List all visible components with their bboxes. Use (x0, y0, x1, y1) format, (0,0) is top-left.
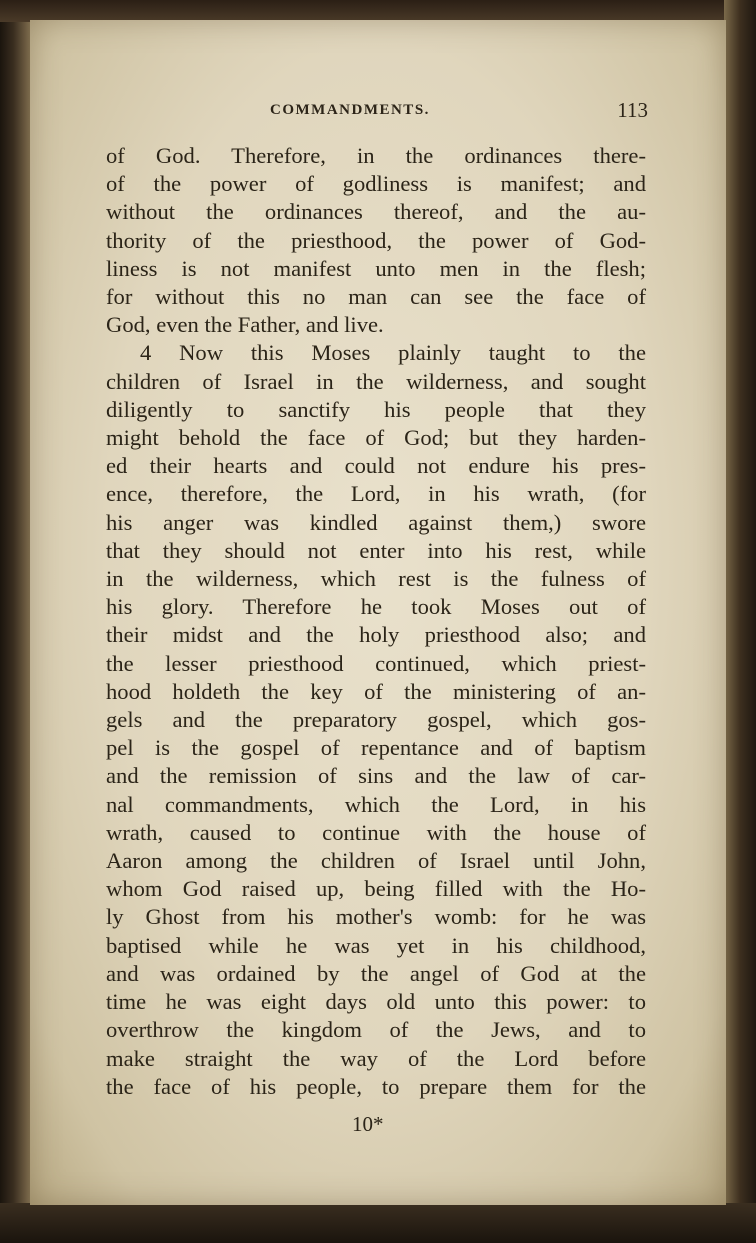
text-line: diligently to sanctify his people that they (106, 396, 646, 422)
text-line: make straight the way of the Lord before (106, 1045, 646, 1071)
text-line: whom God raised up, being filled with the Ho- (106, 876, 646, 902)
text-line: overthrow the kingdom of the Jews, and to (106, 1017, 646, 1043)
body-text (106, 142, 646, 1101)
text-line: and was ordained by the angel of God at the (106, 960, 646, 986)
text-line: his anger was kindled against them,) swore (106, 509, 646, 535)
text-line: time he was eight days old unto this power: to (106, 989, 646, 1015)
page-header (238, 100, 658, 124)
text-line: God, even the Father, and live. (106, 312, 384, 338)
top-edge (0, 0, 756, 22)
text-line: liness is not manifest unto men in the flesh; (106, 255, 646, 281)
signature-mark: 10* (352, 1112, 384, 1136)
text-line: wrath, caused to continue with the house of (106, 819, 646, 845)
text-line: and the remission of sins and the law of car- (106, 763, 646, 789)
text-line: in the wilderness, which rest is the fulness of (106, 566, 646, 592)
running-title: COMMANDMENTS. (270, 102, 430, 118)
text-line: pel is the gospel of repentance and of baptism (106, 735, 646, 761)
text-line: their midst and the holy priesthood also; and (106, 622, 646, 648)
text-line: the face of his people, to prepare them for the (106, 1073, 646, 1099)
page-number: 113 (617, 98, 648, 122)
text-line: hood holdeth the key of the ministering of an- (106, 678, 646, 704)
text-line: ly Ghost from his mother's womb: for he was (106, 904, 646, 930)
text-line: Aaron among the children of Israel until John, (106, 848, 646, 874)
text-line: for without this no man can see the face of (106, 284, 646, 310)
text-line: gels and the preparatory gospel, which gos- (106, 707, 646, 733)
bottom-edge (0, 1203, 756, 1243)
book-binding (0, 0, 34, 1243)
text-line: of God. Therefore, in the ordinances there- (106, 143, 646, 168)
text-line: nal commandments, which the Lord, in his (106, 791, 646, 817)
text-line: without the ordinances thereof, and the au- (106, 199, 646, 225)
text-line: baptised while he was yet in his childhood, (106, 932, 646, 958)
text-line: ence, therefore, the Lord, in his wrath, (for (106, 481, 646, 507)
verse-start-line: 4 Now this Moses plainly taught to the (140, 340, 646, 366)
text-line: the lesser priesthood continued, which priest- (106, 650, 646, 676)
text-line: thority of the priesthood, the power of God- (106, 227, 646, 253)
text-line: children of Israel in the wilderness, and sought (106, 368, 646, 394)
text-line: ed their hearts and could not endure his pres- (106, 453, 646, 479)
text-line: might behold the face of God; but they harden- (106, 425, 646, 451)
text-line: his glory. Therefore he took Moses out of (106, 594, 646, 620)
text-line: that they should not enter into his rest, while (106, 537, 646, 563)
page-stack-edge (724, 0, 756, 1243)
text-line: of the power of godliness is manifest; and (106, 171, 646, 197)
